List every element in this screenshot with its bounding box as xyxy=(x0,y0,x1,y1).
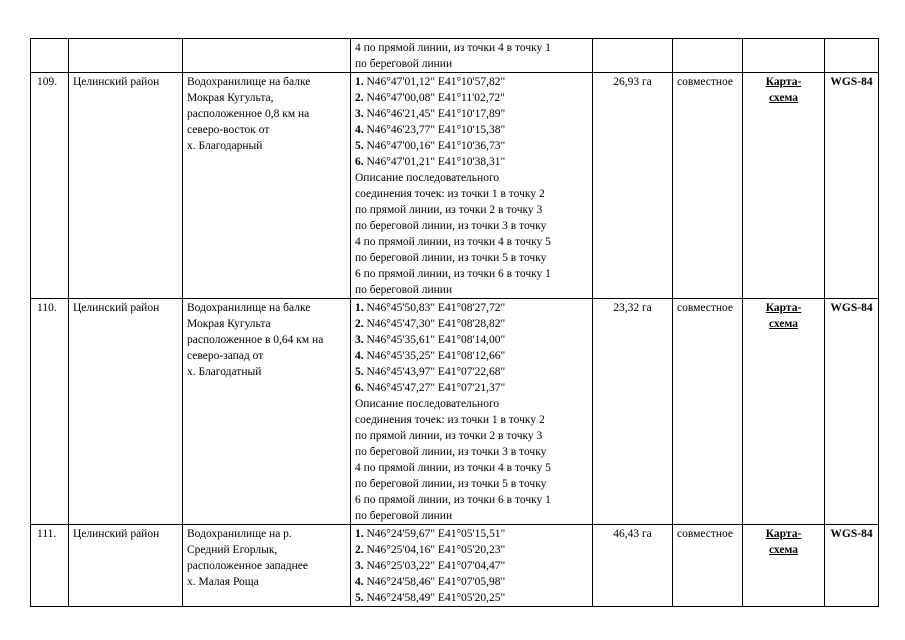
area-cell: 46,43 га xyxy=(593,525,673,607)
map-link-line: схема xyxy=(768,318,799,330)
map-scheme-link[interactable] xyxy=(743,525,825,607)
map-link-line: Карта- xyxy=(765,76,802,88)
map-scheme-link[interactable] xyxy=(743,299,825,525)
point-number: 1. xyxy=(355,76,364,88)
description-line: по прямой линии, из точки 2 в точку 3 xyxy=(355,204,543,216)
point-coordinates: N46°45'35,25" E41°08'12,66" xyxy=(363,350,506,362)
coordinate-point xyxy=(355,542,588,558)
description-line: 4 по прямой линии, из точки 4 в точку 1 xyxy=(355,42,551,54)
point-number: 4. xyxy=(355,124,364,136)
description-line: соединения точек: из точки 1 в точку 2 xyxy=(355,188,545,200)
district-cell: Целинский район xyxy=(69,525,183,607)
description-line: 6 по прямой линии, из точки 6 в точку 1 xyxy=(355,268,551,280)
point-coordinates: N46°24'59,67" E41°05'15,51" xyxy=(363,528,506,540)
object-line: Водохранилище на р. xyxy=(187,528,292,540)
point-coordinates: N46°45'47,30" E41°08'28,82" xyxy=(363,318,506,330)
object-line: Средний Егорлык, xyxy=(187,544,278,556)
coordinate-point xyxy=(355,300,588,316)
point-coordinates: N46°24'58,49" E41°05'20,25" xyxy=(363,592,506,604)
point-number: 3. xyxy=(355,334,364,346)
coordinate-point xyxy=(355,574,588,590)
point-coordinates: N46°25'04,16" E41°05'20,23" xyxy=(363,544,506,556)
point-number: 1. xyxy=(355,528,364,540)
point-coordinates: N46°24'58,46" E41°07'05,98" xyxy=(363,576,506,588)
coordinate-point xyxy=(355,332,588,348)
point-coordinates: N46°46'23,77" E41°10'15,38" xyxy=(363,124,506,136)
point-number: 3. xyxy=(355,560,364,572)
table-row xyxy=(31,73,879,299)
district-cell: Целинский район xyxy=(69,299,183,525)
object-line: Водохранилище на балке xyxy=(187,76,311,88)
coordinates-cell xyxy=(351,525,593,607)
point-number: 5. xyxy=(355,592,364,604)
coordinate-point xyxy=(355,138,588,154)
description-line: 4 по прямой линии, из точки 4 в точку 5 xyxy=(355,462,551,474)
table-row xyxy=(31,525,879,607)
table-row xyxy=(31,299,879,525)
coordinate-point xyxy=(355,154,588,170)
coordinate-point xyxy=(355,348,588,364)
object-line: расположенное западнее xyxy=(187,560,308,572)
usage-type-cell: совместное xyxy=(673,299,743,525)
description-line: Описание последовательного xyxy=(355,172,500,184)
point-coordinates: N46°45'47,27" E41°07'21,37" xyxy=(363,382,506,394)
row-number: 111. xyxy=(31,525,69,607)
point-number: 5. xyxy=(355,366,364,378)
description-line: по береговой линии, из точки 5 в точку xyxy=(355,478,547,490)
map-link-line: Карта- xyxy=(765,302,802,314)
description-line: по береговой линии, из точки 5 в точку xyxy=(355,252,547,264)
boundary-description xyxy=(351,39,593,73)
coordinate-point xyxy=(355,90,588,106)
point-coordinates: N46°47'01,12" E41°10'57,82" xyxy=(363,76,506,88)
map-link-line: схема xyxy=(768,92,799,104)
map-link-line: Карта- xyxy=(765,528,802,540)
point-coordinates: N46°46'21,45" E41°10'17,89" xyxy=(363,108,506,120)
point-number: 5. xyxy=(355,140,364,152)
object-description xyxy=(183,525,351,607)
point-number: 6. xyxy=(355,156,364,168)
object-line: Мокрая Кугульта, xyxy=(187,92,274,104)
row-number: 109. xyxy=(31,73,69,299)
description-line: по прямой линии, из точки 2 в точку 3 xyxy=(355,430,543,442)
description-line: Описание последовательного xyxy=(355,398,500,410)
point-coordinates: N46°47'00,16" E41°10'36,73" xyxy=(363,140,506,152)
point-coordinates: N46°45'43,97" E41°07'22,68" xyxy=(363,366,506,378)
coordinate-point xyxy=(355,364,588,380)
object-line: расположенное в 0,64 км на xyxy=(187,334,324,346)
description-line: 6 по прямой линии, из точки 6 в точку 1 xyxy=(355,494,551,506)
map-scheme-link[interactable] xyxy=(743,73,825,299)
point-coordinates: N46°25'03,22" E41°07'04,47" xyxy=(363,560,506,572)
row-number: 110. xyxy=(31,299,69,525)
area-cell: 26,93 га xyxy=(593,73,673,299)
usage-type-cell: совместное xyxy=(673,73,743,299)
coordinate-point xyxy=(355,526,588,542)
object-description xyxy=(183,73,351,299)
coordinates-cell xyxy=(351,299,593,525)
description-line: по береговой линии, из точки 3 в точку xyxy=(355,220,547,232)
description-line: 4 по прямой линии, из точки 4 в точку 5 xyxy=(355,236,551,248)
coordinate-point xyxy=(355,122,588,138)
coordinate-point xyxy=(355,74,588,90)
object-line: х. Благодарный xyxy=(187,140,263,152)
description-line: по береговой линии xyxy=(355,284,453,296)
map-link-line: схема xyxy=(768,544,799,556)
coordinate-point xyxy=(355,590,588,606)
table-row-continuation xyxy=(31,39,879,73)
district-cell: Целинский район xyxy=(69,73,183,299)
object-line: Водохранилище на балке xyxy=(187,302,311,314)
coordinates-cell xyxy=(351,73,593,299)
coordinate-point xyxy=(355,558,588,574)
coordinate-point xyxy=(355,380,588,396)
object-line: х. Благодатный xyxy=(187,366,262,378)
point-coordinates: N46°45'35,61" E41°08'14,00" xyxy=(363,334,506,346)
point-number: 1. xyxy=(355,302,364,314)
object-line: северо-восток от xyxy=(187,124,270,136)
point-number: 2. xyxy=(355,92,364,104)
point-coordinates: N46°47'00,08" E41°11'02,72" xyxy=(363,92,505,104)
object-description xyxy=(183,299,351,525)
description-line: соединения точек: из точки 1 в точку 2 xyxy=(355,414,545,426)
object-line: Мокрая Кугульта xyxy=(187,318,271,330)
coordinate-point xyxy=(355,106,588,122)
description-line: по береговой линии, из точки 3 в точку xyxy=(355,446,547,458)
point-coordinates: N46°45'50,83" E41°08'27,72" xyxy=(363,302,506,314)
description-line: по береговой линии xyxy=(355,510,453,522)
object-line: расположенное 0,8 км на xyxy=(187,108,310,120)
point-number: 4. xyxy=(355,576,364,588)
point-coordinates: N46°47'01,21" E41°10'38,31" xyxy=(363,156,506,168)
coordinate-system-cell: WGS-84 xyxy=(825,299,879,525)
object-line: х. Малая Роща xyxy=(187,576,259,588)
coordinate-point xyxy=(355,316,588,332)
point-number: 2. xyxy=(355,318,364,330)
area-cell: 23,32 га xyxy=(593,299,673,525)
point-number: 2. xyxy=(355,544,364,556)
description-line: по береговой линии xyxy=(355,58,453,70)
coordinate-system-cell: WGS-84 xyxy=(825,73,879,299)
point-number: 6. xyxy=(355,382,364,394)
point-number: 4. xyxy=(355,350,364,362)
object-line: северо-запад от xyxy=(187,350,264,362)
coordinate-system-cell: WGS-84 xyxy=(825,525,879,607)
water-bodies-table xyxy=(30,38,879,607)
usage-type-cell: совместное xyxy=(673,525,743,607)
point-number: 3. xyxy=(355,108,364,120)
